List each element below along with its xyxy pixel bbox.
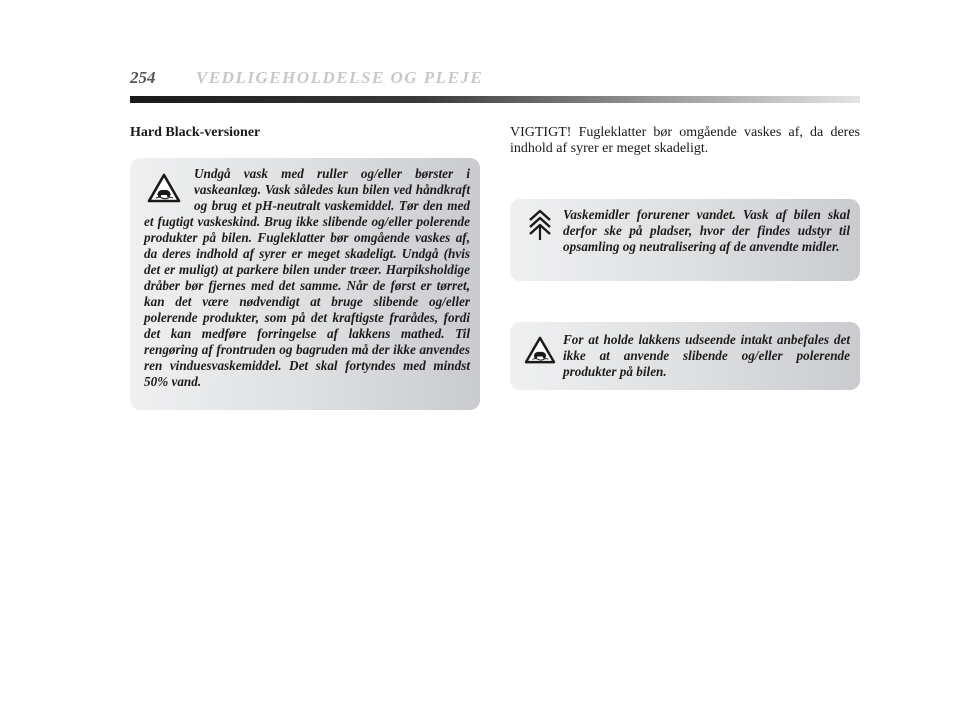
chapter-title: VEDLIGEHOLDELSE OG PLEJE	[196, 68, 484, 87]
environment-tree-icon	[523, 205, 557, 243]
warning-note-box	[130, 158, 480, 410]
warning-triangle-car-icon	[523, 332, 557, 368]
page-number: 254	[130, 68, 156, 87]
warning-note-text: Undgå vask med ruller og/eller børster i vaskeanlæg. Vask således kun bilen ved håndkraft og brug et pH-neutralt vaskemiddel. Tør den med et fugtigt vaskeskind. Brug ikke slibende og/eller polerende produkter på bilen. Fugleklatter bør omgående vaskes af, da deres indhold af syrer er meget skadeligt. Undgå (hvis det er muligt) at parkere bilen under træer. Harpiksholdige dråber bør fjernes med det samme. Når de først er tørret, kan det være nødvendigt at bruge slibende og/eller polerende produkter, som på det kraftigste frarådes, fordi det kan medføre forringelse af lakkens mathed. Til rengøring af frontruden og bagruden må der ikke anvendes ren vinduesvaskemiddel. Det skal fortyndes med mindst 50% vand.	[144, 166, 470, 389]
header-rule	[130, 96, 860, 103]
caution-note-text: For at holde lakkens udseende intakt anbefales det ikke at anvende slibende og/eller polerende produkter på bilen.	[563, 332, 850, 379]
caution-note-box	[510, 322, 860, 390]
environment-note-text: Vaskemidler forurener vandet. Vask af bilen skal derfor ske på pladser, hvor der findes udstyr til opsamling og neutralisering af de anvendte midler.	[563, 207, 850, 254]
important-text: VIGTIGT! Fugleklatter bør omgående vaskes af, da deres indhold af syrer er meget skadeligt.	[510, 125, 860, 156]
warning-triangle-car-icon	[144, 168, 184, 208]
environment-note-box	[510, 199, 860, 281]
section-heading: Hard Black-versioner	[130, 125, 261, 140]
